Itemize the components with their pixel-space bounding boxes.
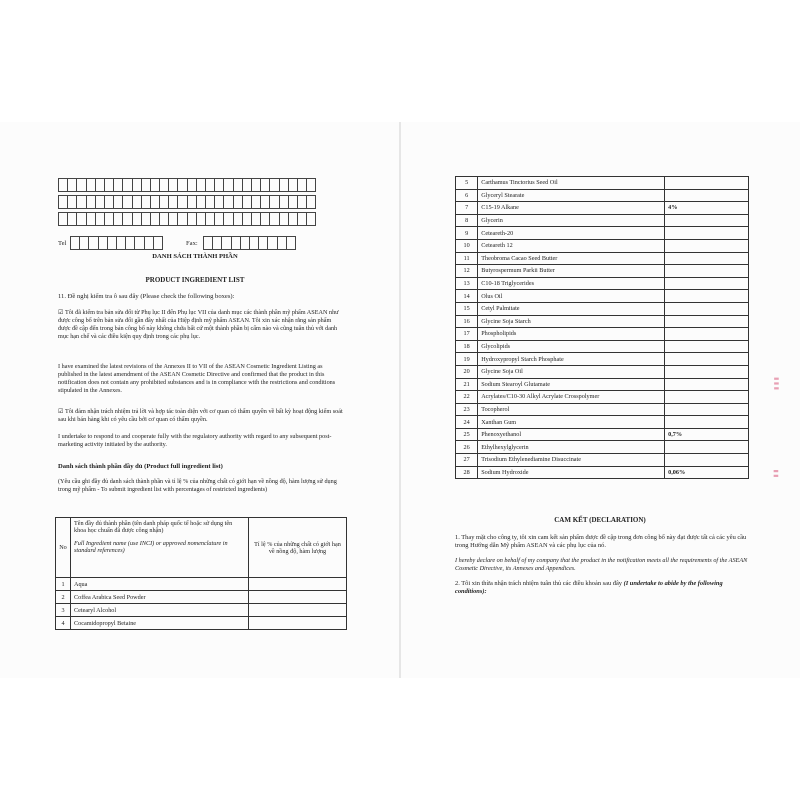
table-row xyxy=(456,340,749,353)
row-ingredient-name: C15-19 Alkane xyxy=(478,202,665,215)
row-no: 24 xyxy=(456,416,478,429)
row-no: 5 xyxy=(456,177,478,190)
row-percentage xyxy=(665,315,749,328)
row-ingredient-name: Hydroxypropyl Starch Phosphate xyxy=(478,353,665,366)
table-row xyxy=(456,227,749,240)
col-name-header-vn: Tên đầy đủ thành phần (tên danh pháp quốc tế hoặc sử dụng tên khoa học chuẩn đã được công nhận) xyxy=(74,520,233,534)
row-percentage xyxy=(665,365,749,378)
row-ingredient-name: C10-18 Triglycerides xyxy=(478,277,665,290)
row-percentage xyxy=(249,617,347,630)
row-no: 9 xyxy=(456,227,478,240)
row-percentage xyxy=(249,604,347,617)
row-no: 17 xyxy=(456,328,478,341)
row-percentage xyxy=(665,454,749,467)
declaration-title: CAM KẾT (DECLARATION) xyxy=(554,516,646,524)
table-row xyxy=(56,604,347,617)
row-no: 14 xyxy=(456,290,478,303)
row-percentage xyxy=(665,277,749,290)
table-row xyxy=(456,428,749,441)
row-ingredient-name: Olus Oil xyxy=(478,290,665,303)
row-percentage: 4% xyxy=(665,202,749,215)
declaration-2-en: (I undertake to abide by the following conditions): xyxy=(455,580,723,596)
row-ingredient-name: Aqua xyxy=(71,578,249,591)
row-no: 21 xyxy=(456,378,478,391)
row-percentage xyxy=(665,177,749,190)
row-percentage xyxy=(665,416,749,429)
row-ingredient-name: Ceteareth-20 xyxy=(478,227,665,240)
table-row xyxy=(56,578,347,591)
col-no-header: No xyxy=(56,518,71,578)
right-ingredient-table xyxy=(455,176,749,479)
table-row xyxy=(456,466,749,479)
row-no: 20 xyxy=(456,365,478,378)
row-no: 6 xyxy=(456,189,478,202)
table-row xyxy=(56,617,347,630)
table-row xyxy=(456,239,749,252)
row-no: 11 xyxy=(456,252,478,265)
row-no: 7 xyxy=(456,202,478,215)
row-percentage xyxy=(665,328,749,341)
row-percentage xyxy=(665,265,749,278)
left-ingredient-table xyxy=(55,517,347,630)
table-row xyxy=(56,591,347,604)
ingredient-list-title-vn: DANH SÁCH THÀNH PHẦN xyxy=(152,253,238,260)
row-ingredient-name: Glycerin xyxy=(478,214,665,227)
grid-boxes-row-1 xyxy=(58,178,315,192)
row-ingredient-name: Glyceryl Stearate xyxy=(478,189,665,202)
row-no: 22 xyxy=(456,391,478,404)
row-no: 27 xyxy=(456,454,478,467)
declaration-2 xyxy=(455,580,750,596)
row-ingredient-name: Phenoxyethanol xyxy=(478,428,665,441)
row-ingredient-name: Carthamus Tinctorius Seed Oil xyxy=(478,177,665,190)
row-percentage xyxy=(665,227,749,240)
row-ingredient-name: Ethylhexylglycerin xyxy=(478,441,665,454)
row-percentage xyxy=(665,302,749,315)
table-row xyxy=(456,265,749,278)
row-no: 26 xyxy=(456,441,478,454)
row-ingredient-name: Sodium Stearoyl Glutamate xyxy=(478,378,665,391)
row-no: 23 xyxy=(456,403,478,416)
tel-boxes xyxy=(70,236,162,250)
declaration-1-vn: 1. Thay mặt cho công ty, tôi xin cam kết sản phẩm được đề cập trong đơn công bố này đạt được tất cả các yêu cầu trong Hướng dẫn Mỹ phẩm ASEAN và các phụ lục của nó. xyxy=(455,534,747,550)
col-name-header xyxy=(71,518,249,578)
row-ingredient-name: Acrylates/C10-30 Alkyl Acrylate Crosspolymer xyxy=(478,391,665,404)
table-row xyxy=(456,189,749,202)
full-ingredient-list-note: (Yêu cầu ghi đầy đủ danh sách thành phần và tỉ lệ % của những chất có giới hạn về nồng độ, hàm lượng sử dụng trong mỹ phẩm - To submit ingredient list with percentages of restricted ingredients) xyxy=(58,478,337,493)
row-percentage xyxy=(665,290,749,303)
row-ingredient-name: Butyrospermum Parkii Butter xyxy=(478,265,665,278)
grid-boxes-row-3 xyxy=(58,212,315,226)
check-declaration-vn-1: ☑ Tôi đã kiểm tra bản sửa đổi từ Phụ lục II đến Phụ lục VII của danh mục các thành phần mỹ phẩm ASEAN như được công bố trên bản sửa đổi gần đây nhất của Hiệp định mỹ phẩm ASEAN. Tôi xin xác nhận rằng sản phẩm được đề cập đến trong bản công bố này không chứa bất cứ một thành phần bị cấm nào và cũng tuân thủ với danh mục hạn chế và các điều kiện quy định trong các phụ lục. xyxy=(58,309,339,340)
table-row xyxy=(456,315,749,328)
row-percentage xyxy=(665,214,749,227)
table-row xyxy=(456,378,749,391)
page-divider xyxy=(399,122,401,678)
row-ingredient-name: Glycine Soja Oil xyxy=(478,365,665,378)
row-ingredient-name: Sodium Hydroxide xyxy=(478,466,665,479)
row-ingredient-name: Coffea Arabica Seed Powder xyxy=(71,591,249,604)
row-percentage xyxy=(665,353,749,366)
table-row xyxy=(456,290,749,303)
ingredient-list-title-en: PRODUCT INGREDIENT LIST xyxy=(145,276,245,284)
table-row xyxy=(456,277,749,290)
row-percentage xyxy=(665,441,749,454)
row-ingredient-name: Ceteareth 12 xyxy=(478,239,665,252)
row-ingredient-name: Phospholipids xyxy=(478,328,665,341)
table-row xyxy=(456,177,749,190)
grid-boxes-row-2 xyxy=(58,195,315,209)
row-ingredient-name: Cocamidopropyl Betaine xyxy=(71,617,249,630)
row-percentage: 0,7% xyxy=(665,428,749,441)
col-name-header-en: Full Ingredient name (use INCI) or approved nomenclature in standard references) xyxy=(74,540,228,554)
row-no: 12 xyxy=(456,265,478,278)
row-percentage xyxy=(665,391,749,404)
row-no: 19 xyxy=(456,353,478,366)
tel-label: Tel xyxy=(58,240,67,247)
table-row xyxy=(456,214,749,227)
row-percentage: 0,06% xyxy=(665,466,749,479)
table-row xyxy=(456,391,749,404)
row-ingredient-name: Glycine Soja Starch xyxy=(478,315,665,328)
full-ingredient-list-heading: Danh sách thành phần đầy đủ (Product full ingredient list) xyxy=(58,463,223,470)
table-row xyxy=(456,302,749,315)
row-ingredient-name: Glycolipids xyxy=(478,340,665,353)
col-pct-header: Tỉ lệ % của những chất có giới hạn về nồng độ, hàm lượng xyxy=(249,518,347,578)
check-declaration-en-2: I undertake to respond to and cooperate fully with the regulatory authority with regard to any subsequent post-marketing activity initiated by the authority. xyxy=(58,433,332,448)
check-declaration-en-1: I have examined the latest revisions of the Annexes II to VII of the ASEAN Cosmetic Ingredient Listing as published in the latest amendment of the ASEAN Cosmetic Directive and confirmed that the product in this notification does not contain any prohibited substances and is in compliance with the restrictions and conditions stipulated in the Annexes. xyxy=(58,363,336,394)
row-no: 8 xyxy=(456,214,478,227)
row-no: 1 xyxy=(56,578,71,591)
row-no: 16 xyxy=(456,315,478,328)
stamp-mark: ▮ ▮ xyxy=(773,469,780,478)
row-ingredient-name: Cetyl Palmitate xyxy=(478,302,665,315)
row-ingredient-name: Theobroma Cacao Seed Butter xyxy=(478,252,665,265)
row-no: 18 xyxy=(456,340,478,353)
row-ingredient-name: Tocopherol xyxy=(478,403,665,416)
table-row xyxy=(456,353,749,366)
row-percentage xyxy=(665,378,749,391)
row-no: 3 xyxy=(56,604,71,617)
table-row xyxy=(456,454,749,467)
row-percentage xyxy=(665,403,749,416)
fax-boxes xyxy=(203,236,295,250)
table-row xyxy=(456,416,749,429)
fax-label: Fax: xyxy=(186,240,198,247)
table-row xyxy=(456,403,749,416)
row-percentage xyxy=(665,252,749,265)
row-ingredient-name: Cetearyl Alcohol xyxy=(71,604,249,617)
row-no: 13 xyxy=(456,277,478,290)
row-percentage xyxy=(665,340,749,353)
declaration-2-vn: 2. Tôi xin thừa nhận trách nhiệm tuân thủ các điều khoản sau đây xyxy=(455,580,622,587)
row-ingredient-name: Trisodium Ethylenediamine Disuccinate xyxy=(478,454,665,467)
item-11-text: 11. Đề nghị kiểm tra ô sau đây (Please check the following boxes): xyxy=(58,293,235,300)
check-declaration-vn-2: ☑ Tôi đảm nhận trách nhiệm trả lời và hợp tác toàn diện với cơ quan có thẩm quyền về bất kỳ hoạt động kiểm soát sau khi bán hàng khi có yêu cầu bởi cơ quan có thẩm quyền. xyxy=(58,408,343,423)
row-no: 28 xyxy=(456,466,478,479)
row-ingredient-name: Xanthan Gum xyxy=(478,416,665,429)
row-percentage xyxy=(665,239,749,252)
row-no: 4 xyxy=(56,617,71,630)
table-row xyxy=(456,252,749,265)
table-row xyxy=(456,365,749,378)
row-percentage xyxy=(249,591,347,604)
table-row xyxy=(456,441,749,454)
row-percentage xyxy=(249,578,347,591)
row-no: 15 xyxy=(456,302,478,315)
row-no: 10 xyxy=(456,239,478,252)
declaration-1-en: I hereby declare on behalf of my company that the product in the notification meets all the requirements of the ASEAN Cosmetic Directive, its Annexes and Appendices. xyxy=(455,557,748,572)
table-row xyxy=(456,202,749,215)
table-row xyxy=(456,328,749,341)
row-no: 25 xyxy=(456,428,478,441)
row-percentage xyxy=(665,189,749,202)
stamp-mark: ▮ ▮ ▮ xyxy=(773,377,780,390)
row-no: 2 xyxy=(56,591,71,604)
